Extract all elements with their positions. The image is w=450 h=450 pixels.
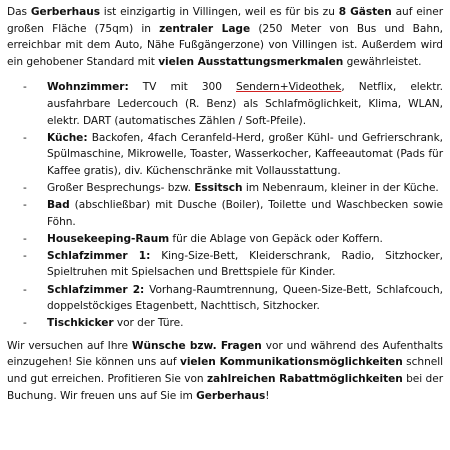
list-item-housekeeping — [7, 231, 443, 248]
intro-text-4: (250 Meter von Bus und Bahn, erreichbar mit dem Auto, Nähe Fußgängerzone) von Villingen ist. Außerdem wird ein gehobener Standard mit — [7, 22, 443, 68]
intro-paragraph — [7, 4, 443, 70]
outro-bold-communication: vielen Kommunikationsmöglichkeiten — [179, 356, 403, 369]
item-heading: Bad — [47, 199, 70, 212]
list-dash: - — [23, 249, 27, 262]
item-heading: Housekeeping-Raum — [47, 232, 170, 245]
list-dash: - — [23, 232, 27, 245]
intro-bold-features: vielen Ausstattungsmerkmalen — [158, 55, 344, 68]
outro-bold-wishes: Wünsche bzw. Fragen — [131, 339, 262, 352]
outro-bold-discounts: zahlreichen Rabattmöglichkeiten — [206, 372, 403, 385]
list-dash: - — [23, 317, 27, 330]
spacer — [7, 70, 443, 79]
intro-text-3: auf einer großen Fläche (75qm) in — [7, 6, 444, 35]
intro-text-2: ist einzigartig in Villingen, weil es für bis zu — [99, 6, 339, 18]
item-text: im Nebenraum, kleiner in der Küche. — [242, 181, 439, 194]
amenities-list — [7, 79, 443, 331]
intro-bold-gerberhaus: Gerberhaus — [30, 6, 100, 18]
item-heading: Wohnzimmer: — [47, 81, 129, 94]
list-item-esstisch — [7, 180, 443, 197]
item-heading: Essitsch — [194, 181, 243, 194]
intro-bold-guests: 8 Gästen — [338, 6, 392, 18]
outro-text-4: bei der Buchung. Wir freuen uns auf Sie im — [7, 372, 444, 402]
item-heading: Küche: — [47, 131, 88, 144]
item-text: vor der Türe. — [113, 317, 184, 330]
list-dash: - — [23, 81, 27, 94]
list-item-tischkicker — [7, 315, 443, 332]
list-dash: - — [23, 131, 27, 144]
outro-text-1: Wir versuchen auf Ihre — [7, 339, 132, 352]
intro-text-1: Das — [7, 6, 31, 18]
list-item-schlafzimmer-2 — [7, 282, 443, 315]
item-heading: Tischkicker — [47, 317, 114, 330]
outro-text-3: schnell und gut erreichen. Profitieren Sie von — [7, 356, 443, 385]
list-item-bad — [7, 197, 443, 230]
list-item-schlafzimmer-1 — [7, 248, 443, 281]
list-dash: - — [23, 199, 27, 212]
document-body — [7, 4, 443, 404]
outro-text-5: ! — [265, 389, 270, 402]
item-text: (abschließbar) mit Dusche (Boiler), Toilette und Waschbecken sowie Föhn. — [47, 199, 443, 228]
item-text: Großer Besprechungs- bzw. — [47, 181, 195, 194]
outro-paragraph — [7, 338, 443, 404]
list-item-wohnzimmer — [7, 79, 443, 129]
outro-text-2: vor und während des Aufenthalts einzugehen! Sie können uns auf — [7, 339, 443, 369]
list-dash: - — [23, 181, 27, 194]
outro-bold-gerberhaus: Gerberhaus — [196, 389, 266, 402]
item-text: für die Ablage von Gepäck oder Koffern. — [169, 232, 383, 245]
item-underlined-text: Sendern+Videothek — [236, 81, 342, 94]
item-heading: Schlafzimmer 2: — [47, 283, 145, 296]
item-text: TV mit 300 — [128, 81, 237, 94]
item-heading: Schlafzimmer 1: — [47, 249, 151, 262]
item-text: Vorhang-Raumtrennung, Queen-Size-Bett, Schlafcouch, doppelstöckiges Etagenbett, Nachttisch, Sitzhocker. — [47, 283, 443, 313]
list-dash: - — [23, 283, 27, 296]
item-text: Backofen, 4fach Ceranfeld-Herd, großer Kühl- und Gefrierschrank, Spülmaschine, Mikrowelle, Toaster, Wasserkocher, Kaffeeautomat (Pads für Kaffee gratis), div. Küchenschränke mit Vollausstattung. — [47, 131, 443, 177]
item-text: , Netflix, elektr. ausfahrbare Ledercouch (R. Benz) als Schlafmöglichkeit, Klima, WLAN, elektr. DART (automatisches Zählen / Soft-Pfeile). — [47, 81, 443, 127]
list-item-kueche — [7, 130, 443, 180]
item-text: King-Size-Bett, Kleiderschrank, Radio, Sitzhocker, Spieltruhen mit Spielsachen und Brettspiele für Kinder. — [47, 249, 443, 279]
intro-text-5: gewährleistet. — [343, 55, 422, 68]
intro-bold-location: zentraler Lage — [159, 22, 251, 35]
